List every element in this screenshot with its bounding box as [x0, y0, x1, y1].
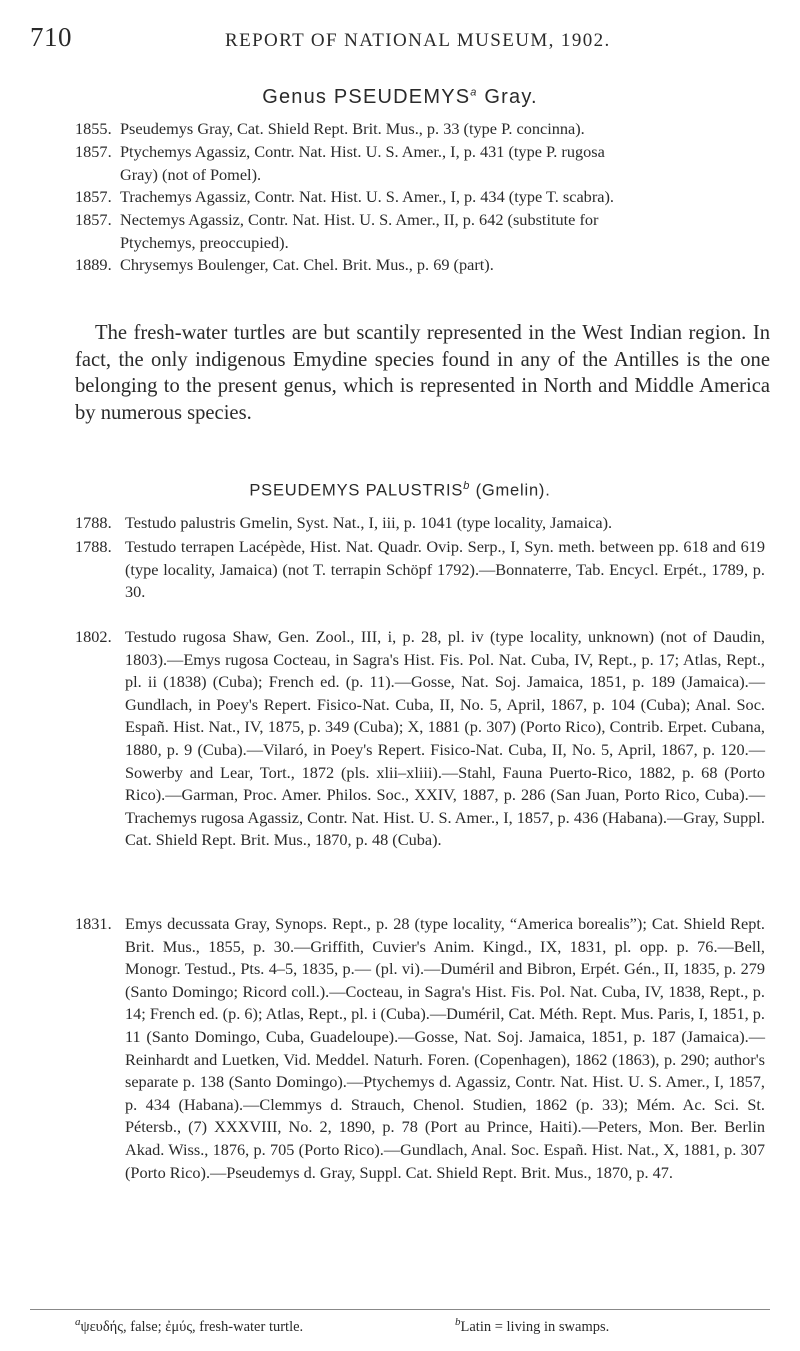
synonym-text: Chrysemys Boulenger, Cat. Chel. Brit. Mus., p. 69 (part).	[120, 255, 494, 274]
genus-synonym	[75, 141, 765, 186]
synonym-text: Nectemys Agassiz, Contr. Nat. Hist. U. S. Amer., II, p. 642 (substitute for	[120, 210, 599, 229]
footnote-b-mark: b	[455, 1316, 461, 1328]
footnote-mark-a: a	[470, 86, 478, 99]
synonym-year: 1788.	[75, 537, 112, 556]
intro-paragraph: The fresh-water turtles are but scantily represented in the West Indian region. In fact, the only indigenous Emydine species found in any of the Antilles is the one belonging to the present genus, which is represented in North and Middle America by numerous species.	[75, 322, 770, 424]
footnote-mark-b: b	[463, 480, 471, 492]
genus-heading	[0, 86, 800, 109]
species-author: (Gmelin).	[475, 481, 551, 500]
running-title: REPORT OF NATIONAL MUSEUM, 1902.	[225, 30, 611, 51]
species-name: PSEUDEMYS PALUSTRIS	[249, 481, 464, 500]
species-synonym	[75, 626, 765, 852]
page-header	[30, 22, 770, 56]
footnote-a-text: ψευδής, false; ἐμύς, fresh-water turtle.	[80, 1318, 304, 1335]
species-synonym	[75, 536, 765, 604]
synonym-year: 1889.	[75, 255, 112, 274]
footnote-b	[455, 1316, 609, 1336]
synonym-year: 1857.	[75, 187, 112, 206]
genus-word: Genus	[262, 86, 328, 108]
synonym-year: 1855.	[75, 119, 112, 138]
synonym-year: 1831.	[75, 914, 112, 933]
synonym-text: Testudo terrapen Lacépède, Hist. Nat. Quadr. Ovip. Serp., I, Syn. meth. between pp. 618 and 619 (type locality, Jamaica) (not T. terrapin Schöpf 1792).—Bonnaterre, Tab. Encycl. Erpét., 1789, p. 30.	[125, 537, 765, 602]
genus-synonym	[75, 118, 765, 141]
genus-synonym	[75, 209, 765, 254]
synonym-year: 1857.	[75, 210, 112, 229]
species-heading	[0, 480, 800, 501]
synonym-text: Trachemys Agassiz, Contr. Nat. Hist. U. S. Amer., I, p. 434 (type T. scabra).	[120, 187, 614, 206]
synonym-continuation: Ptychemys, preoccupied).	[120, 232, 289, 252]
footnote-a-mark: a	[75, 1316, 81, 1328]
species-synonym	[75, 512, 765, 535]
synonym-continuation: Gray) (not of Pomel).	[120, 164, 262, 184]
synonym-year: 1788.	[75, 513, 112, 532]
synonym-year: 1857.	[75, 142, 112, 161]
genus-synonym	[75, 254, 765, 277]
synonym-year: 1802.	[75, 627, 112, 646]
genus-synonym	[75, 186, 765, 209]
species-synonym	[75, 913, 765, 1184]
page-number: 710	[30, 22, 72, 52]
footnote-a	[75, 1316, 304, 1335]
footnote-b-text: Latin = living in swamps.	[460, 1318, 610, 1335]
genus-author: Gray.	[484, 86, 538, 108]
genus-name: PSEUDEMYS	[333, 86, 471, 108]
synonym-text: Testudo palustris Gmelin, Syst. Nat., I, iii, p. 1041 (type locality, Jamaica).	[125, 513, 613, 532]
synonym-text: Pseudemys Gray, Cat. Shield Rept. Brit. Mus., p. 33 (type P. concinna).	[120, 119, 585, 138]
footnote-divider	[30, 1309, 770, 1310]
synonym-text: Testudo rugosa Shaw, Gen. Zool., III, i, p. 28, pl. iv (type locality, unknown) (not of Daudin, 1803).—Emys rugosa Cocteau, in Sagra's Hist. Fis. Pol. Nat. Cuba, IV, Rept., p. 17; Atlas, Rept., pl. ii (1838) (Cuba); French ed. (p. 11).—Gosse, Nat. Soj. Jamaica, 1851, p. 189 (Jamaica).—Gundlach, in Poey's Repert. Fisico-Nat. Cuba, II, No. 5, April, 1867, p. 104 (Cuba); Anal. Soc. Españ. Hist. Nat., IV, 1875, p. 349 (Cuba); X, 1881 (p. 307) (Porto Rico), Contrib. Erpet. Cubana, 1880, p. 9 (Cuba).—Vilaró, in Poey's Repert. Fisico-Nat. Cuba, II, No. 5, April, 1867, p. 120.—Sowerby and Lear, Tort., 1872 (pls. xlii–xliii).—Stahl, Fauna Puerto-Rico, 1882, p. 68 (Porto Rico).—Garman, Proc. Amer. Philos. Soc., XXIV, 1887, p. 286 (San Juan, Porto Rico, Cuba).—Trachemys rugosa Agassiz, Contr. Nat. Hist. U. S. Amer., I, 1857, p. 436 (Habana).—Gray, Suppl. Cat. Shield Rept. Brit. Mus., 1870, p. 48 (Cuba).	[125, 627, 765, 850]
synonym-text: Emys decussata Gray, Synops. Rept., p. 28 (type locality, “America borealis”); Cat. Shield Rept. Brit. Mus., 1855, p. 30.—Griffith, Cuvier's Anim. Kingd., IX, 1831, pl. opp. p. 76.—Bell, Monogr. Testud., Pts. 4–5, 1835, p.— (pl. vi).—Duméril and Bibron, Erpét. Gén., II, 1835, p. 279 (Santo Domingo; Ricord coll.).—Cocteau, in Sagra's Hist. Fis. Pol. Nat. Cuba, IV, 1838, Rept., p. 14; French ed. (p. 6); Atlas, Rept., pl. i (Cuba).—Duméril, Cat. Méth. Rept. Mus. Paris, I, 1851, p. 11 (Santo Domingo, Cuba, Guadeloupe).—Gosse, Nat. Soj. Jamaica, 1851, p. 187 (Jamaica).—Reinhardt and Luetken, Vid. Meddel. Naturh. Foren. (Copenhagen), 1862 (1863), p. 290; author's separate p. 138 (Santo Domingo).—Ptychemys d. Agassiz, Contr. Nat. Hist. U. S. Amer., I, 1857, p. 434 (Habana).—Clemmys d. Strauch, Chenol. Studien, 1862 (p. 33); Mém. Ac. Sci. St. Pétersb., (7) XXXVIII, No. 2, 1890, p. 78 (Port au Prince, Haiti).—Peters, Mon. Ber. Berlin Akad. Wiss., 1876, p. 705 (Porto Rico).—Gundlach, Anal. Soc. Españ. Hist. Nat., X, 1881, p. 307 (Porto Rico).—Pseudemys d. Gray, Suppl. Cat. Shield Rept. Brit. Mus., 1870, p. 47.	[125, 914, 765, 1182]
synonym-text: Ptychemys Agassiz, Contr. Nat. Hist. U. S. Amer., I, p. 431 (type P. rugosa	[120, 142, 605, 161]
footnotes	[75, 1316, 765, 1336]
